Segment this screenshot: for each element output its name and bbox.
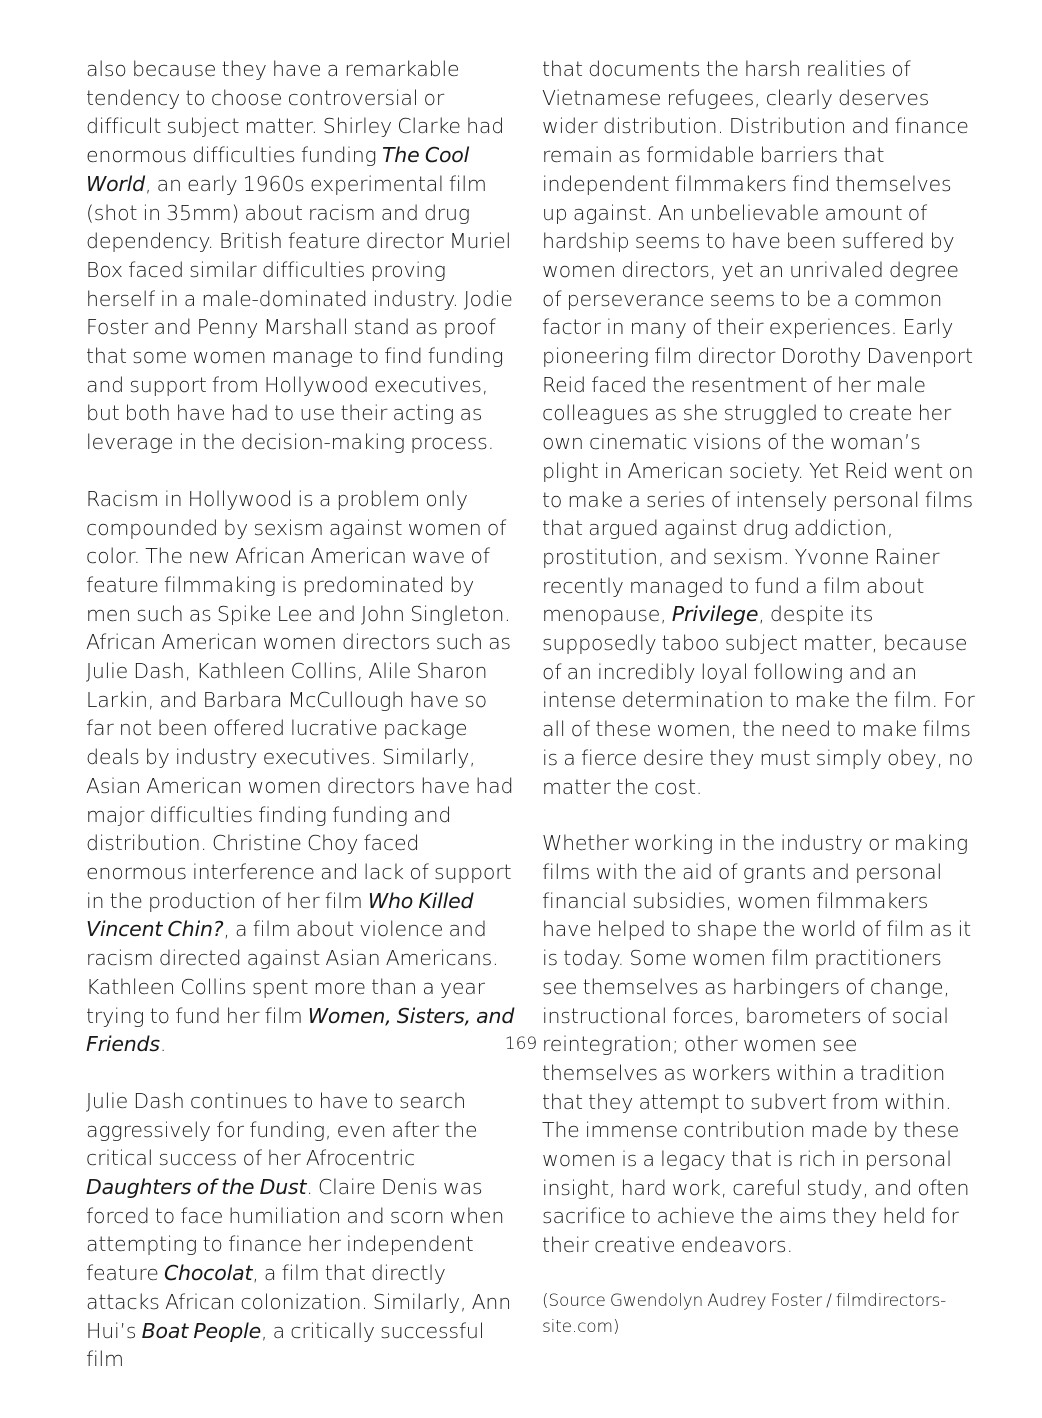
- source-citation: (Source Gwendolyn Audrey Foster / filmdirectors-site.com): [542, 1290, 947, 1337]
- text-run: , a film that directly attacks African colonization. Similarly, Ann Hui’s: [86, 1261, 512, 1343]
- paragraph: [86, 485, 516, 1059]
- text-run: Racism in Hollywood is a problem only compounded by sexism against women of color. The new African American wave of feature filmmaking is predominated by men such as Spike Lee and John Singleton. African American women directors such as Julie Dash, Kathleen Collins, Alile Sharon Larkin, and Barbara McCullough have so far not been offered lucrative package deals by industry executives. Similarly, Asian American women directors have had major difficulties finding funding and distribution. Christine Choy faced enormous interference and lack of support in the production of her film: [86, 486, 514, 913]
- left-column: [86, 55, 516, 1402]
- film-title: Who Killed Vincent Chin?: [86, 888, 474, 942]
- paragraph: [542, 55, 977, 801]
- film-title: Privilege: [671, 602, 759, 627]
- text-run: Whether working in the industry or making films with the aid of grants and personal financial subsidies, women filmmakers have helped to shape the world of film as it is today. Some women film practitioners see themselves as harbingers of change, instructional forces, barometers of social reintegration; other women see themselves as workers within a tradition that they attempt to subvert from within. The immense contribution made by these women is a legacy that is rich in personal insight, hard work, careful study, and often sacrifice to achieve the aims they held for their creative endeavors.: [542, 831, 971, 1258]
- film-title: Boat People: [141, 1318, 261, 1343]
- film-title: Women, Sisters, and Friends: [86, 1003, 515, 1057]
- paragraph: [86, 55, 516, 457]
- film-title: Daughters of the Dust: [86, 1175, 307, 1200]
- text-run: , an early 1960s experimental film (shot in 35mm) about racism and drug dependency. British feature director Muriel Box faced similar difficulties proving herself in a male-dominated industry. Jodie Foster and Penny Marshall stand as proof that some women manage to find funding and support from Hollywood executives, but both have had to use their acting as leverage in the decision-making process.: [86, 171, 513, 455]
- text-run: Julie Dash continues to have to search aggressively for funding, even after the critical success of her Afrocentric: [86, 1088, 478, 1171]
- text-run: .: [159, 1032, 167, 1057]
- text-run: also because they have a remarkable tendency to choose controversial or difficult subject matter. Shirley Clarke had enormous difficulties funding: [86, 57, 505, 168]
- text-run: , a critically successful film: [86, 1318, 485, 1372]
- text-run: that documents the harsh realities of Vietnamese refugees, clearly deserves wider distribution. Distribution and finance remain as formidable barriers that independent filmmakers find themselves up against. An unbelievable amount of hardship seems to have been suffered by women directors, yet an unrivaled degree of perseverance seems to be a common factor in many of their experiences. Early pioneering film director Dorothy Davenport Reid faced the resentment of her male colleagues as she struggled to create her own cinematic visions of the woman’s plight in American society. Yet Reid went on to make a series of intensely personal films that argued against drug addiction, prostitution, and sexism. Yvonne Rainer recently managed to fund a film about menopause,: [542, 57, 974, 627]
- text-run: , despite its supposedly taboo subject matter, because of an incredibly loyal following and an intense determination to make the film. For all of these women, the need to make films is a fierce desire they must simply obey, no matter the cost.: [542, 602, 975, 799]
- film-title: Chocolat: [163, 1261, 253, 1286]
- page-number: 169: [504, 1034, 538, 1054]
- paragraph: [86, 1087, 516, 1374]
- text-run: , a film about violence and racism directed against Asian Americans. Kathleen Collins spent more than a year trying to fund her film: [86, 917, 499, 1028]
- right-column: [542, 55, 977, 1368]
- film-title: The Cool World: [86, 143, 470, 196]
- text-run: . Claire Denis was forced to face humiliation and scorn when attempting to finance her independent feature: [86, 1175, 505, 1286]
